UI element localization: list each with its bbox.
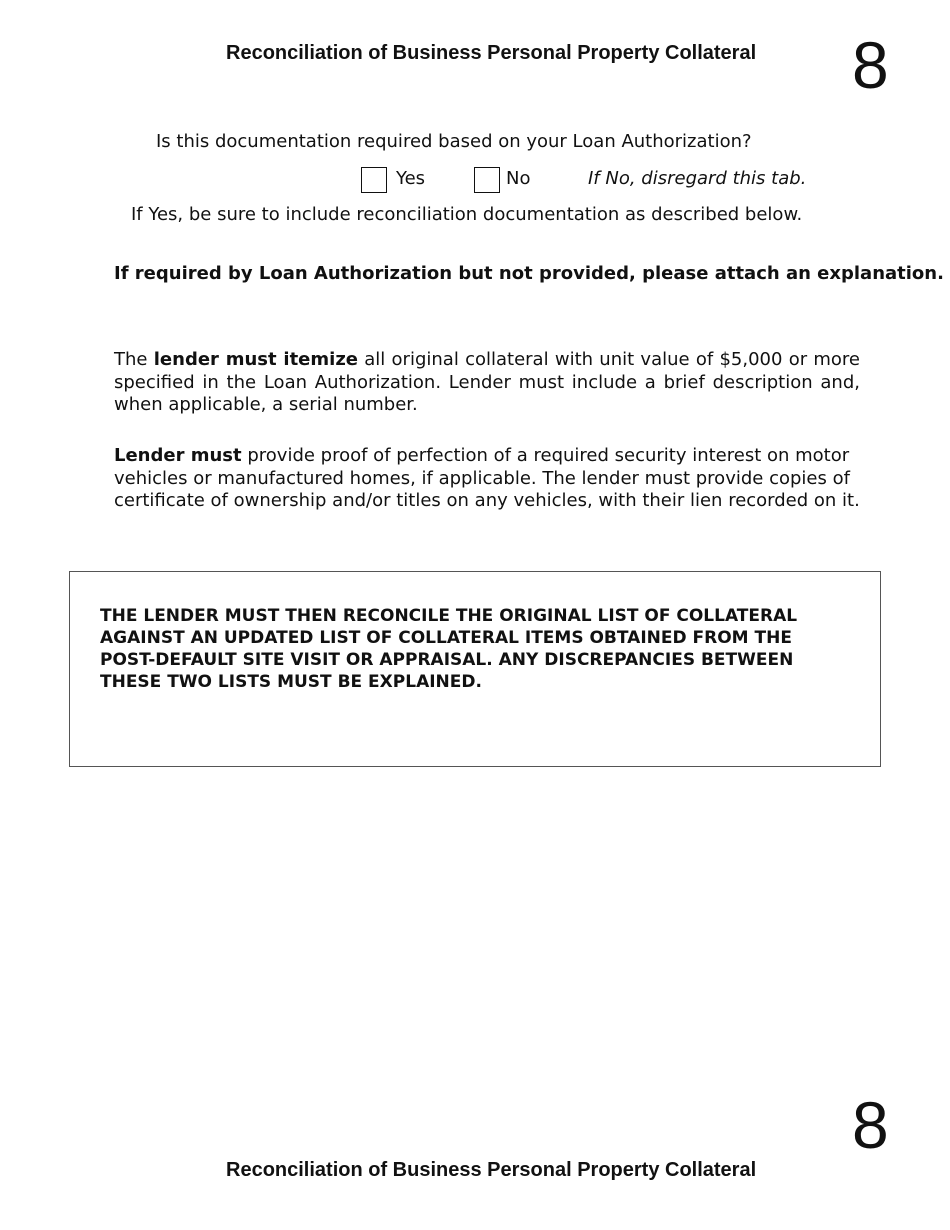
footer-tab-number: 8: [852, 1088, 889, 1162]
perfection-paragraph: [114, 445, 860, 513]
yes-note: If Yes, be sure to include reconciliation documentation as described below.: [131, 204, 803, 225]
reconcile-line: THESE TWO LISTS MUST BE EXPLAINED.: [100, 672, 482, 692]
explanation-notice: If required by Loan Authorization but not provided, please attach an explanation.: [114, 263, 944, 284]
itemize-bold: lender must itemize: [153, 349, 358, 370]
perfection-rest: provide proof of perfection of a required security interest on motor vehicles or manufactured homes, if applicable. The lender must provide copies of certificate of ownership and/or titles on any vehicles, with their lien recorded on it.: [114, 445, 860, 511]
header-tab-number: 8: [852, 28, 889, 102]
itemize-paragraph: [114, 349, 860, 417]
reconcile-notice-text: [100, 605, 860, 693]
header-title: Reconciliation of Business Personal Property Collateral: [226, 42, 757, 64]
no-note: If No, disregard this tab.: [588, 168, 807, 189]
itemize-rest: all original collateral with unit value of $5,000 or more specified in the Loan Authorization. Lender must include a brief description and, when applicable, a serial number.: [114, 349, 860, 415]
footer-title: Reconciliation of Business Personal Property Collateral: [226, 1159, 757, 1181]
reconcile-notice-box: [69, 571, 881, 767]
yes-checkbox[interactable]: [361, 167, 387, 198]
perfection-bold: Lender must: [114, 445, 242, 466]
reconcile-line: THE LENDER MUST THEN RECONCILE THE ORIGINAL LIST OF COLLATERAL: [100, 606, 798, 626]
required-question: Is this documentation required based on your Loan Authorization?: [156, 131, 752, 152]
yes-label: Yes: [396, 168, 426, 189]
no-checkbox[interactable]: [474, 167, 500, 198]
itemize-lead: The: [114, 349, 154, 370]
reconcile-line: POST-DEFAULT SITE VISIT OR APPRAISAL. ANY DISCREPANCIES BETWEEN: [100, 650, 794, 670]
no-label: No: [506, 168, 531, 189]
reconcile-line: AGAINST AN UPDATED LIST OF COLLATERAL ITEMS OBTAINED FROM THE: [100, 628, 792, 648]
